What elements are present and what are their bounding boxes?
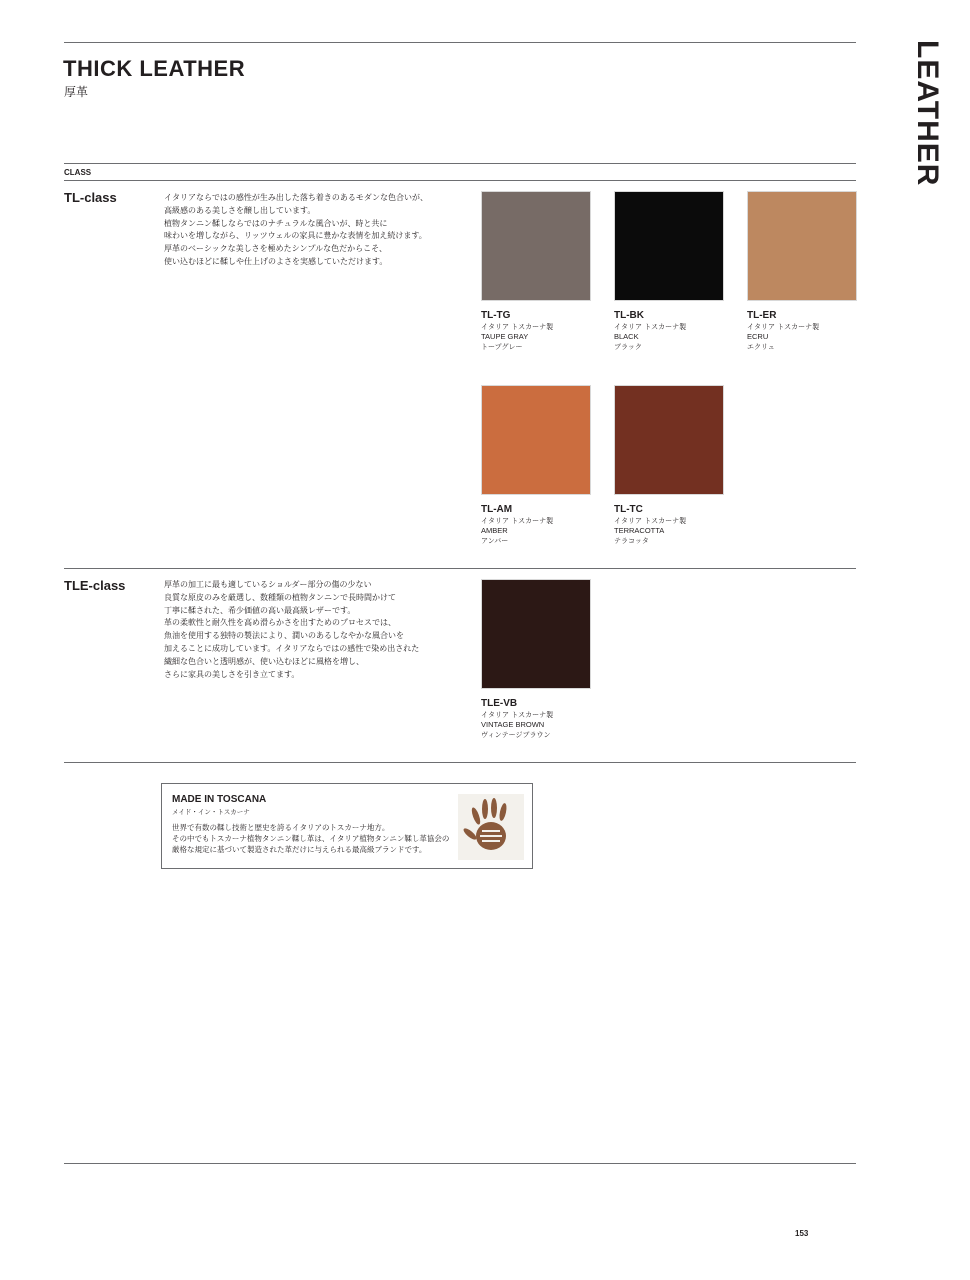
swatch-name-ja: テラコッタ [614,537,649,545]
swatch-origin: イタリア トスカーナ製 [747,323,820,331]
class-rule-top [64,163,856,164]
swatch-name-ja: ヴィンテージブラウン [481,731,551,739]
page-number: 153 [795,1229,809,1238]
swatch-code: TL-BK [614,310,644,321]
swatch-item[interactable] [481,579,591,740]
swatch-origin: イタリア トスカーナ製 [481,711,554,719]
leather-swatch [481,579,591,689]
class-heading: CLASS [64,168,92,177]
swatch-item[interactable] [481,191,591,352]
bottom-rule [64,1163,856,1164]
made-in-text: 世界で有数の鞣し技術と歴史を誇るイタリアのトスカーナ地方。 その中でもトスカーナ植物タンニン鞣し革は、イタリア植物タンニン鞣し革協会の 厳格な規定に基づいて製造された革だけに与えられる最高級ブランドです。 [172,823,450,854]
swatch-code: TL-ER [747,310,777,321]
made-in-toscana-box [161,783,533,869]
swatch-name-en: ECRU [747,332,769,341]
swatch-name-ja: トープグレー [481,343,523,351]
swatch-origin: イタリア トスカーナ製 [614,517,687,525]
section-divider [64,762,856,763]
swatch-origin: イタリア トスカーナ製 [614,323,687,331]
section-divider [64,568,856,569]
swatch-origin: イタリア トスカーナ製 [481,323,554,331]
swatch-name-ja: エクリュ [747,343,775,351]
swatch-code: TL-TG [481,310,511,321]
swatch-code: TL-TC [614,504,643,515]
swatch-name-en: VINTAGE BROWN [481,720,545,729]
swatch-name-en: TAUPE GRAY [481,332,529,341]
swatch-item[interactable] [747,191,857,352]
leather-swatch [481,385,591,495]
class-rule-bottom [64,180,856,181]
leather-swatch [747,191,857,301]
handprint-logo-icon [458,794,524,860]
swatch-name-ja: アンバー [481,537,509,545]
leather-swatch [614,385,724,495]
page-subtitle: 厚革 [64,85,89,99]
leather-swatch [481,191,591,301]
swatch-item[interactable] [481,385,591,546]
side-section-label: LEATHER [911,40,944,187]
swatch-name-en: BLACK [614,332,639,341]
class-name-tle: TLE-class [64,578,126,593]
swatch-origin: イタリア トスカーナ製 [481,517,554,525]
class-name-tl: TL-class [64,190,117,205]
leather-swatch [614,191,724,301]
swatch-item[interactable] [614,385,724,546]
swatch-name-en: AMBER [481,526,508,535]
class-description-tl: イタリアならではの感性が生み出した落ち着きのあるモダンな色合いが、 高級感のある美しさを醸し出しています。 植物タンニン鞣しならではのナチュラルな風合いが、時と共に 味わいを増しながら、リッツウェルの家具に豊かな表情を加え続けます。 厚革のベーシックな美しさを極めたシンプルな色だからこそ、 使い込むほどに鞣しや仕上げのよさを実感していただけます。 [164,193,428,266]
class-description-tle: 厚革の加工に最も適しているショルダー部分の傷の少ない 良質な原皮のみを厳選し、数種類の植物タンニンで長時間かけて 丁寧に鞣された、希少価値の高い最高級レザーです。 革の柔軟性と耐久性を高め滑らかさを出すためのプロセスでは、 魚油を使用する独特の製法により、潤いのあるしなやかな風合いを 加えることに成功しています。イタリアならではの感性で染め出された 繊細な色合いと透明感が、使い込むほどに風格を増し、 さらに家具の美しさを引き立てます。 [164,580,420,679]
page-title: THICK LEATHER [63,56,246,81]
swatch-code: TL-AM [481,504,513,515]
top-rule [64,42,856,43]
swatch-name-en: TERRACOTTA [614,526,665,535]
swatch-item[interactable] [614,191,724,352]
made-in-subtitle: メイド・イン・トスカーナ [172,808,250,816]
swatch-name-ja: ブラック [614,343,642,351]
swatch-code: TLE-VB [481,698,518,709]
made-in-title: MADE IN TOSCANA [172,794,267,805]
